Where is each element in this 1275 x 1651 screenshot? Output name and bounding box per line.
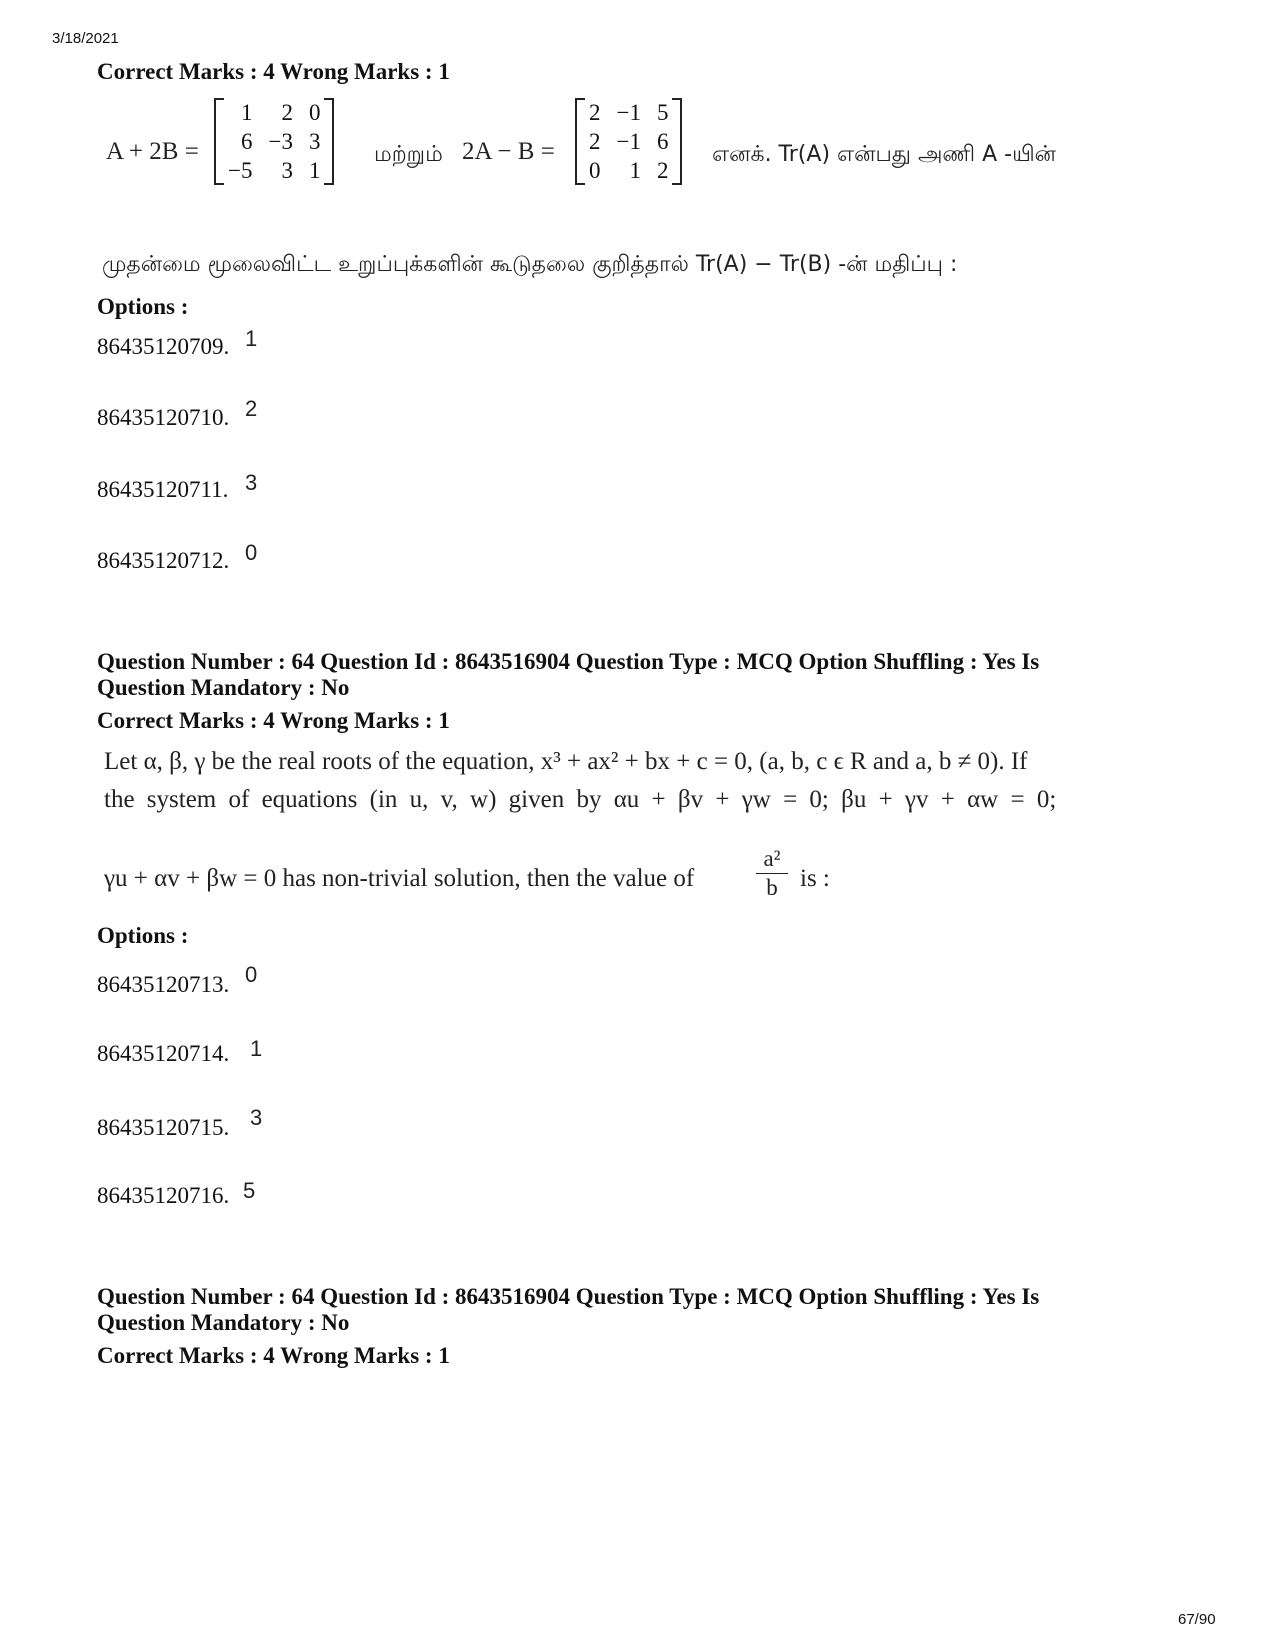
option-id: 86435120711. <box>97 477 229 502</box>
q63-matrix2 <box>575 98 682 185</box>
q63-question-line2: முதன்மை மூலைவிட்ட உறுப்புக்களின் கூடுதலை குறித்தால் Tr(A) − Tr(B) -ன் மதிப்பு : <box>102 252 958 277</box>
fraction-denominator: b <box>766 875 778 900</box>
option-id: 86435120714. <box>97 1041 230 1066</box>
matrix-cell: 2 <box>656 157 669 183</box>
option-value: 3 <box>250 1105 263 1130</box>
q64-question-line2: the system of equations (in u, v, w) given by αu + βv + γw = 0; βu + γv + αw = 0; <box>104 786 1057 813</box>
q64-meta-line2: Question Mandatory : No <box>97 675 350 700</box>
matrix-cell: 0 <box>308 99 321 125</box>
option-id: 86435120709. <box>97 334 230 359</box>
q63-marks: Correct Marks : 4 Wrong Marks : 1 <box>97 59 450 84</box>
matrix-cell: 6 <box>240 128 253 154</box>
q64-meta-line1: Question Number : 64 Question Id : 8643516904 Question Type : MCQ Option Shuffling : Yes Is <box>97 649 1040 674</box>
q64-marks: Correct Marks : 4 Wrong Marks : 1 <box>97 708 450 733</box>
option-id: 86435120710. <box>97 405 230 430</box>
matrix-cell: 1 <box>308 157 321 183</box>
matrix-cell: −1 <box>616 128 641 154</box>
q63-matrix1 <box>214 98 334 185</box>
option-id: 86435120715. <box>97 1115 230 1140</box>
q64-fraction <box>756 846 788 901</box>
q63-tamil-and: மற்றும் <box>374 142 443 167</box>
matrix-cell: 1 <box>629 157 641 183</box>
option-id: 86435120713. <box>97 972 230 997</box>
q63-options-label: Options : <box>97 294 189 319</box>
option-value: 5 <box>243 1178 256 1203</box>
matrix-cell: 5 <box>656 99 669 125</box>
matrix-cell: 1 <box>240 99 253 125</box>
page-number: 67/90 <box>1178 1611 1216 1628</box>
matrix-cell: 2 <box>589 128 601 154</box>
q64-question-line1: Let α, β, γ be the real roots of the equation, x³ + ax² + bx + c = 0, (a, b, c ϵ R and a, b ≠ 0). If <box>104 748 1028 775</box>
option-id: 86435120712. <box>97 548 230 573</box>
q65-marks: Correct Marks : 4 Wrong Marks : 1 <box>97 1343 450 1368</box>
q65-meta-line2: Question Mandatory : No <box>97 1310 350 1335</box>
fraction-numerator: a² <box>763 846 781 871</box>
matrix-cell: 6 <box>656 128 669 154</box>
matrix-cell: 3 <box>308 128 321 154</box>
matrix-cell: 2 <box>589 99 601 125</box>
q64-question-line3: γu + αv + βw = 0 has non-trivial solution, then the value of <box>104 865 695 892</box>
matrix-cell: 0 <box>589 157 601 183</box>
q63-lhs2: 2A − B = <box>462 138 555 165</box>
q64-question-tail: is : <box>800 865 830 892</box>
option-value: 2 <box>245 396 258 421</box>
matrix-cell: 3 <box>281 157 293 183</box>
matrix-cell: 2 <box>281 99 293 125</box>
matrix-cell: −3 <box>268 128 293 154</box>
q65-meta-line1: Question Number : 64 Question Id : 8643516904 Question Type : MCQ Option Shuffling : Yes Is <box>97 1284 1040 1309</box>
print-date: 3/18/2021 <box>52 30 119 47</box>
option-value: 1 <box>250 1036 263 1061</box>
option-value: 3 <box>245 470 258 495</box>
q63-line1-tail: எனக். Tr(A) என்பது அணி A -யின் <box>712 142 1057 167</box>
q64-options-label: Options : <box>97 923 189 948</box>
option-id: 86435120716. <box>97 1183 230 1208</box>
option-value: 0 <box>245 540 258 565</box>
q63-lhs1: A + 2B = <box>106 138 199 165</box>
matrix-cell: −1 <box>616 99 641 125</box>
option-value: 0 <box>245 962 258 987</box>
matrix-cell: −5 <box>228 157 253 183</box>
option-value: 1 <box>245 326 258 351</box>
